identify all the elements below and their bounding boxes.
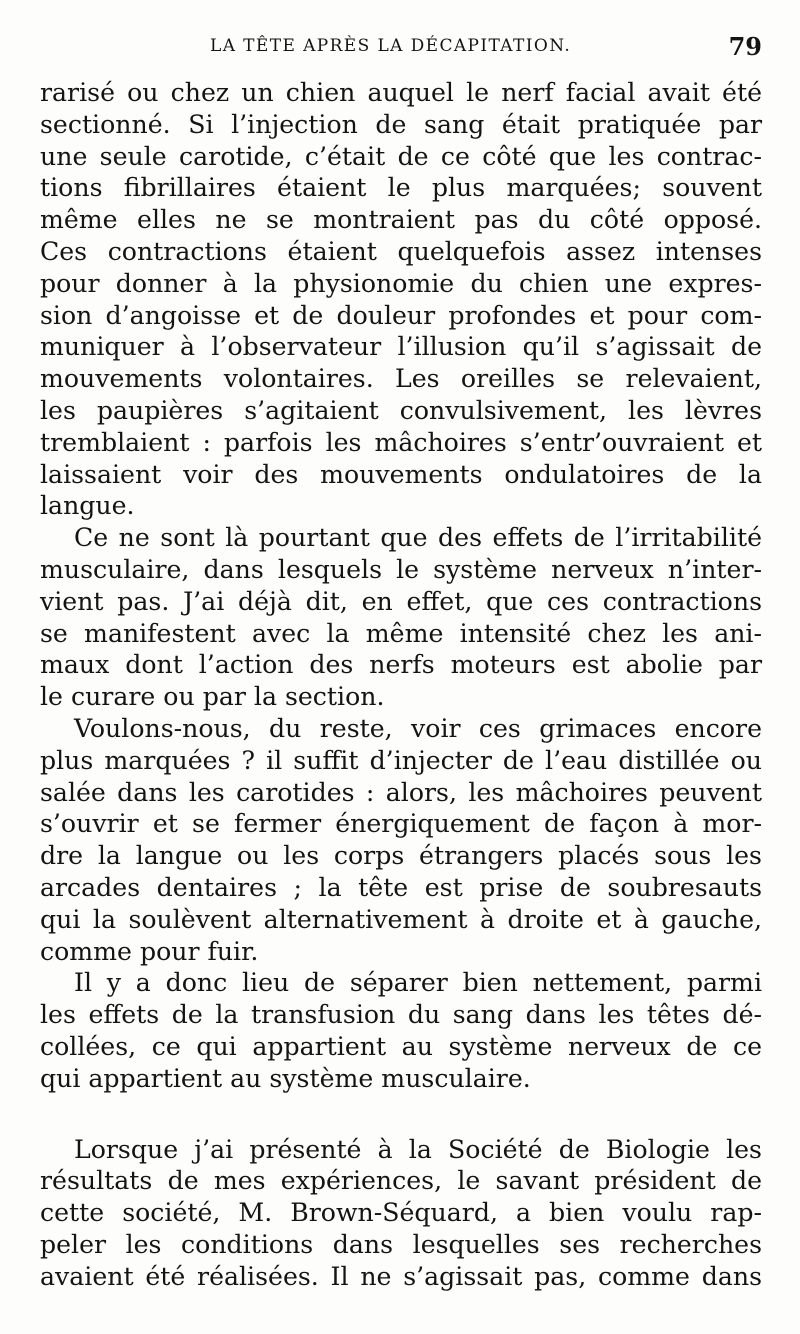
text-line: maux dont l’action des nerfs moteurs est abolie par xyxy=(40,650,762,680)
text-line: Lorsque j’ai présenté à la Société de Biologie les xyxy=(74,1134,762,1164)
page-number: 79 xyxy=(728,32,762,61)
body-text xyxy=(40,77,762,1292)
running-head xyxy=(40,34,762,64)
paragraph xyxy=(40,522,762,713)
text-line: même elles ne se montraient pas du côté opposé. xyxy=(40,205,762,235)
text-line: se manifestent avec la même intensité chez les ani- xyxy=(40,618,762,648)
section-gap xyxy=(40,1095,762,1134)
text-line: tions fibrillaires étaient le plus marquées; souvent xyxy=(40,173,762,203)
paragraph xyxy=(40,1134,762,1293)
text-line: mouvements volontaires. Les oreilles se relevaient, xyxy=(40,364,762,394)
text-line: arcades dentaires ; la tête est prise de soubresauts xyxy=(40,872,762,902)
text-line: Voulons-nous, du reste, voir ces grimaces encore xyxy=(74,713,762,743)
text-line: vient pas. J’ai déjà dit, en effet, que ces contractions xyxy=(40,586,762,616)
text-line: une seule carotide, c’était de ce côté que les contrac- xyxy=(40,141,762,171)
text-line: les paupières s’agitaient convulsivement, les lèvres xyxy=(40,395,762,425)
text-line: Ces contractions étaient quelquefois assez intenses xyxy=(40,236,762,266)
paragraph xyxy=(40,967,762,1094)
text-line: plus marquées ? il suffit d’injecter de l’eau distillée ou xyxy=(40,745,762,775)
text-line: rarisé ou chez un chien auquel le nerf facial avait été xyxy=(40,78,762,107)
text-line: cette société, M. Brown-Séquard, a bien voulu rap- xyxy=(40,1198,762,1228)
text-line: pour donner à la physionomie du chien une expres- xyxy=(40,268,762,298)
text-line: le curare ou par la section. xyxy=(40,682,385,712)
text-line: qui appartient au système musculaire. xyxy=(40,1063,531,1093)
text-line: tremblaient : parfois les mâchoires s’entr’ouvraient et xyxy=(40,427,762,457)
paragraph xyxy=(40,77,762,522)
running-title: LA TÊTE APRÈS LA DÉCAPITATION. xyxy=(210,36,572,56)
text-line: collées, ce qui appartient au système nerveux de ce xyxy=(40,1031,762,1061)
text-line: les effets de la transfusion du sang dans les têtes dé- xyxy=(40,1000,762,1030)
text-line: dre la langue ou les corps étrangers placés sous les xyxy=(40,841,762,871)
text-line: avaient été réalisées. Il ne s’agissait pas, comme dans xyxy=(40,1261,762,1291)
text-line: salée dans les carotides : alors, les mâchoires peuvent xyxy=(40,777,762,807)
text-line: résultats de mes expériences, le savant président de xyxy=(40,1166,762,1196)
text-line: comme pour fuir. xyxy=(40,936,259,966)
text-line: sion d’angoisse et de douleur profondes et pour com- xyxy=(40,300,762,330)
text-line: qui la soulèvent alternativement à droite et à gauche, xyxy=(40,904,762,934)
text-line: musculaire, dans lesquels le système nerveux n’inter- xyxy=(40,554,762,584)
text-line: s’ouvrir et se fermer énergiquement de façon à mor- xyxy=(40,809,762,839)
text-line: muniquer à l’observateur l’illusion qu’il s’agissait de xyxy=(40,332,762,362)
text-line: laissaient voir des mouvements ondulatoires de la xyxy=(40,459,762,489)
paragraph xyxy=(40,713,762,967)
text-line: Il y a donc lieu de séparer bien nettement, parmi xyxy=(74,968,762,998)
text-line: peler les conditions dans lesquelles ses recherches xyxy=(40,1229,762,1259)
text-line: sectionné. Si l’injection de sang était pratiquée par xyxy=(40,109,762,139)
text-line: Ce ne sont là pourtant que des effets de l’irritabilité xyxy=(74,523,762,553)
text-line: langue. xyxy=(40,491,135,521)
